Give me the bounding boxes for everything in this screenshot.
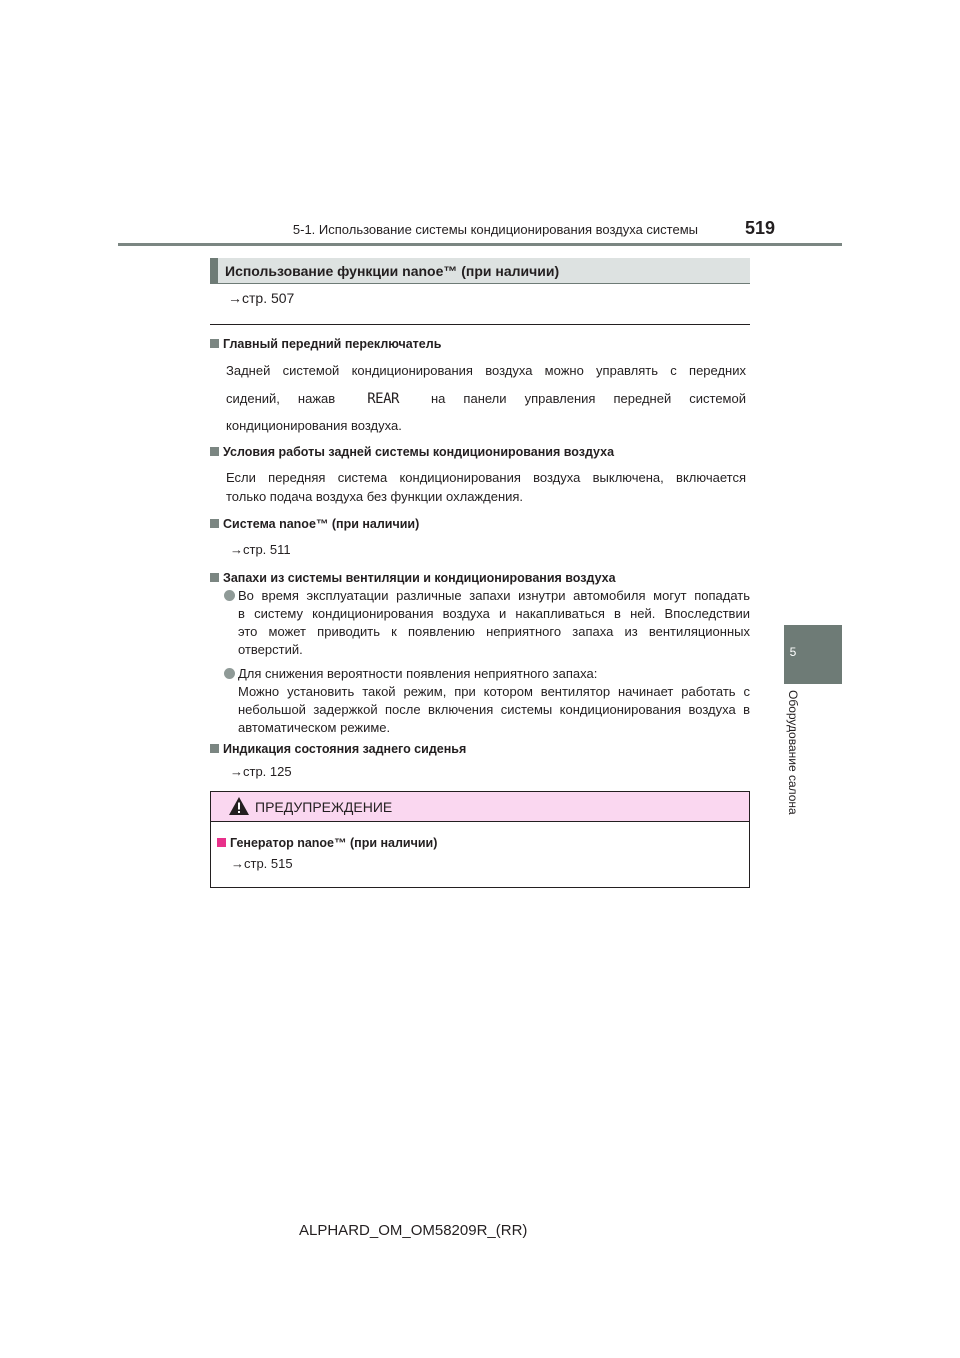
chapter-side-label-text: Оборудование салона [786,690,800,815]
paragraph-text: на панели управления передней системой [430,391,746,406]
bullet-line: отверстий. [238,642,303,657]
square-bullet-icon [210,573,219,582]
item-heading-text: Условия работы задней системы кондиционирования воздуха [223,445,615,459]
item-heading-rear-conditions [210,445,614,459]
warning-heading-text: Генератор nanoe™ (при наличии) [230,836,438,850]
round-bullet-icon [224,590,235,601]
round-bullet-icon [224,668,235,679]
paragraph-line: только подача воздуха без функции охлаждения. [226,489,524,504]
chapter-side-label [786,690,802,830]
section-title-bar [210,258,750,284]
item-heading-text: Индикация состояния заднего сиденья [223,742,467,756]
section-divider [210,324,750,325]
item-heading-nanoe-system [210,517,419,531]
bullet-line: Для снижения вероятности появления неприятного запаха: [238,666,598,681]
bullet-line: Можно установить такой режим, при котором вентилятор начинает работать с [238,684,750,699]
chapter-tab-number: 5 [789,645,797,659]
pink-square-bullet-icon [217,838,226,847]
chapter-header: 5-1. Использование системы кондиционирования воздуха системы [292,222,698,237]
warning-item-heading [217,836,437,850]
section-title: Использование функции nanoe™ (при наличии) [225,263,560,279]
square-bullet-icon [210,447,219,456]
warning-box [210,791,750,888]
bullet-line: автоматическом режиме. [238,720,391,735]
rear-button-icon: REAR [367,391,399,407]
paragraph-line: кондиционирования воздуха. [226,418,402,433]
item-heading-odors [210,571,616,585]
warning-triangle-icon [228,796,250,816]
warning-page-reference[interactable]: →стр. 515 [231,856,293,871]
page-number: 519 [745,218,776,238]
bullet-text [238,587,750,659]
bullet-line: Во время эксплуатации различные запахи изнутри автомобиля могут попадать [238,588,750,603]
paragraph-line: Задней системой кондиционирования воздуха можно управлять с передних [226,363,746,378]
square-bullet-icon [210,744,219,753]
paragraph-line: Если передняя система кондиционирования воздуха выключена, включается [226,470,746,485]
warning-title: ПРЕДУПРЕЖДЕНИЕ [255,799,393,815]
page-reference[interactable]: →стр. 125 [230,764,292,779]
header-divider [118,243,842,246]
square-bullet-icon [210,519,219,528]
warning-header [211,792,749,822]
item-heading-rear-seat-indication [210,742,466,756]
square-bullet-icon [210,339,219,348]
paragraph-line-with-button [226,390,746,408]
page-reference[interactable]: →стр. 511 [230,542,291,557]
document-code: ALPHARD_OM_OM58209R_(RR) [299,1222,528,1239]
bullet-line: в систему кондиционирования воздуха и накапливаться в ней. Впоследствии [238,606,750,621]
bullet-text [238,665,750,737]
section-page-reference[interactable]: →стр. 507 [228,290,295,306]
item-heading-text: Система nanoe™ (при наличии) [223,517,420,531]
item-heading-text: Главный передний переключатель [223,337,442,351]
bullet-line: небольшой задержкой после включения системы кондиционирования воздуха в [238,702,750,717]
item-heading-text: Запахи из системы вентиляции и кондиционирования воздуха [223,571,616,585]
paragraph-text: сидений, нажав [226,391,336,406]
bullet-line: это может приводить к появлению неприятного запаха из вентиляционных [238,624,750,639]
item-heading-main-front-switch [210,337,441,351]
